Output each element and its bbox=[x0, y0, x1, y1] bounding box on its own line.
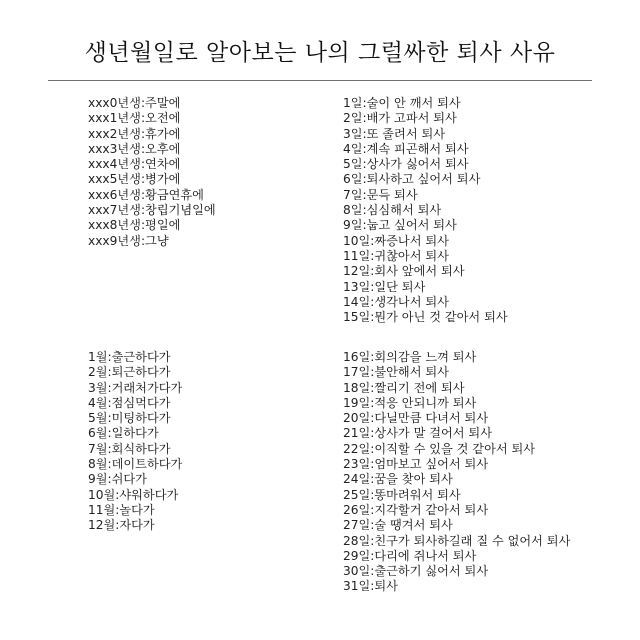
day-row-key: 16일: bbox=[343, 350, 375, 364]
year-row bbox=[88, 111, 216, 126]
day-row-value: 문득 퇴사 bbox=[366, 187, 418, 202]
year-row bbox=[88, 188, 216, 203]
day-row bbox=[343, 172, 508, 187]
month-row-key: 12월: bbox=[88, 518, 120, 533]
month-row bbox=[88, 503, 182, 518]
day-row-key: 12일: bbox=[343, 264, 375, 279]
day-row-key: 1일: bbox=[343, 96, 367, 110]
day-row bbox=[343, 579, 570, 594]
day-row-value: 꿈을 찾아 퇴사 bbox=[374, 472, 453, 487]
month-row bbox=[88, 381, 182, 396]
day-row-key: 29일: bbox=[343, 548, 375, 563]
day-row bbox=[343, 188, 508, 203]
year-row-value: 그냥 bbox=[145, 233, 169, 248]
day-row bbox=[343, 295, 508, 310]
day-row-value: 술이 안 깨서 퇴사 bbox=[366, 96, 461, 110]
month-row-key: 1월: bbox=[88, 350, 112, 364]
day-row-value: 출근하기 싫어서 퇴사 bbox=[374, 564, 489, 579]
year-row-value: 평일에 bbox=[145, 218, 181, 233]
day-row-key: 2일: bbox=[343, 111, 367, 126]
day-row-value: 생각나서 퇴사 bbox=[374, 294, 449, 309]
day-row-value: 일단 퇴사 bbox=[374, 279, 426, 294]
month-row-value: 출근하다가 bbox=[111, 350, 171, 364]
month-row-value: 놀다가 bbox=[119, 502, 155, 517]
year-row-key: xxx1년생: bbox=[88, 111, 146, 126]
day-row-key: 7일: bbox=[343, 187, 367, 202]
month-row-value: 샤워하다가 bbox=[119, 487, 179, 502]
year-row-key: xxx5년생: bbox=[88, 172, 146, 187]
day-row bbox=[343, 365, 570, 380]
month-row-value: 일하다가 bbox=[111, 426, 159, 441]
day-row-value: 상사가 말 걸어서 퇴사 bbox=[374, 426, 492, 441]
month-row-value: 점심먹다가 bbox=[111, 395, 171, 410]
day-row-value: 계속 피곤해서 퇴사 bbox=[366, 141, 469, 156]
month-row bbox=[88, 350, 182, 365]
month-row-key: 2월: bbox=[88, 365, 112, 380]
day-row-value: 귀찮아서 퇴사 bbox=[374, 248, 449, 263]
day-row-key: 27일: bbox=[343, 518, 375, 533]
day-row-key: 3일: bbox=[343, 126, 367, 141]
month-row-value: 데이트하다가 bbox=[111, 457, 183, 472]
year-row-value: 병가에 bbox=[145, 172, 181, 187]
year-row-key: xxx8년생: bbox=[88, 218, 146, 233]
day-row-value: 눕고 싶어서 퇴사 bbox=[366, 218, 457, 233]
day-row-value: 적응 안되니까 퇴사 bbox=[374, 395, 477, 410]
day-row-key: 22일: bbox=[343, 441, 375, 456]
year-row bbox=[88, 234, 216, 249]
day-row-value: 퇴사 bbox=[374, 579, 398, 594]
month-row-key: 8월: bbox=[88, 457, 112, 472]
month-row-value: 미팅하다가 bbox=[111, 411, 171, 426]
page-title: 생년월일로 알아보는 나의 그럴싸한 퇴사 사유 bbox=[84, 40, 556, 66]
month-row bbox=[88, 411, 182, 426]
day-row bbox=[343, 234, 508, 249]
day-row-key: 6일: bbox=[343, 172, 367, 187]
year-row bbox=[88, 218, 216, 233]
day-row-key: 24일: bbox=[343, 472, 375, 487]
month-row bbox=[88, 472, 182, 487]
day-row-key: 14일: bbox=[343, 294, 375, 309]
day-row-key: 8일: bbox=[343, 203, 367, 218]
month-row-key: 3월: bbox=[88, 380, 112, 395]
month-row-key: 7월: bbox=[88, 441, 112, 456]
day-row bbox=[343, 518, 570, 533]
year-row bbox=[88, 172, 216, 187]
month-row-value: 거래처가다가 bbox=[111, 380, 183, 395]
year-row-value: 황금연휴에 bbox=[145, 187, 204, 202]
day-row-value: 회의감을 느껴 퇴사 bbox=[374, 350, 477, 364]
year-row bbox=[88, 203, 216, 218]
year-row bbox=[88, 127, 216, 142]
day-row-value: 심심해서 퇴사 bbox=[366, 203, 442, 218]
day-row-key: 13일: bbox=[343, 279, 375, 294]
day-row-key: 4일: bbox=[343, 141, 367, 156]
day-row-key: 28일: bbox=[343, 533, 375, 548]
day-row-key: 10일: bbox=[343, 233, 375, 248]
day-row-key: 31일: bbox=[343, 579, 375, 594]
day-row bbox=[343, 396, 570, 411]
day-row bbox=[343, 503, 570, 518]
month-row-key: 11월: bbox=[88, 502, 120, 517]
day-row-key: 21일: bbox=[343, 426, 375, 441]
day-row bbox=[343, 350, 570, 365]
day-row bbox=[343, 411, 570, 426]
day-row-value: 다닐만큼 다녀서 퇴사 bbox=[374, 411, 489, 426]
day-row-key: 18일: bbox=[343, 380, 375, 395]
month-row bbox=[88, 488, 182, 503]
day-row-key: 15일: bbox=[343, 310, 375, 325]
month-row bbox=[88, 442, 182, 457]
day-row bbox=[343, 280, 508, 295]
day-row-key: 25일: bbox=[343, 487, 375, 502]
day-row bbox=[343, 142, 508, 157]
month-row-key: 10월: bbox=[88, 487, 120, 502]
day-row bbox=[343, 96, 508, 111]
day-row bbox=[343, 157, 508, 172]
year-row-key: xxx6년생: bbox=[88, 187, 146, 202]
month-row bbox=[88, 518, 182, 533]
day-row bbox=[343, 564, 570, 579]
year-row-key: xxx4년생: bbox=[88, 157, 146, 172]
year-row-key: xxx7년생: bbox=[88, 203, 146, 218]
month-row-key: 4월: bbox=[88, 395, 112, 410]
day-row-value: 친구가 퇴사하길래 질 수 없어서 퇴사 bbox=[374, 533, 571, 548]
year-row-key: xxx2년생: bbox=[88, 126, 146, 141]
day-row-key: 5일: bbox=[343, 157, 367, 172]
day-row-value: 회사 앞에서 퇴사 bbox=[374, 264, 465, 279]
day-row bbox=[343, 488, 570, 503]
day-row-value: 또 졸려서 퇴사 bbox=[366, 126, 446, 141]
day-row bbox=[343, 426, 570, 441]
year-row-key: xxx0년생: bbox=[88, 96, 146, 110]
year-row-value: 오전에 bbox=[145, 111, 181, 126]
month-row-value: 퇴근하다가 bbox=[111, 365, 171, 380]
day-row-value: 뭔가 아닌 것 같아서 퇴사 bbox=[374, 310, 508, 325]
day-row bbox=[343, 534, 570, 549]
year-row-value: 창립기념일에 bbox=[145, 203, 216, 218]
year-row-value: 주말에 bbox=[145, 96, 181, 110]
month-row-value: 자다가 bbox=[119, 518, 155, 533]
day-row-value: 지각할거 같아서 퇴사 bbox=[374, 502, 489, 517]
day-row bbox=[343, 381, 570, 396]
month-row-key: 6월: bbox=[88, 426, 112, 441]
day-row-key: 11일: bbox=[343, 248, 375, 263]
day-row bbox=[343, 457, 570, 472]
day-row-value: 똥마려워서 퇴사 bbox=[374, 487, 461, 502]
day-row bbox=[343, 264, 508, 279]
day-row bbox=[343, 218, 508, 233]
month-row-key: 5월: bbox=[88, 411, 112, 426]
day-row-value: 퇴사하고 싶어서 퇴사 bbox=[366, 172, 481, 187]
year-row bbox=[88, 142, 216, 157]
year-row bbox=[88, 96, 216, 111]
year-row-key: xxx9년생: bbox=[88, 233, 146, 248]
day-row-value: 술 땡겨서 퇴사 bbox=[374, 518, 453, 533]
day-row-value: 엄마보고 싶어서 퇴사 bbox=[374, 457, 489, 472]
year-row-value: 연차에 bbox=[145, 157, 181, 172]
day-row bbox=[343, 111, 508, 126]
birth-day-list-second bbox=[343, 350, 570, 595]
birth-day-list-first bbox=[343, 96, 508, 325]
day-row-key: 19일: bbox=[343, 395, 375, 410]
day-row-value: 이직할 수 있을 것 같아서 퇴사 bbox=[374, 441, 536, 456]
day-row-value: 상사가 싫어서 퇴사 bbox=[366, 157, 469, 172]
month-row bbox=[88, 396, 182, 411]
day-row-value: 짜증나서 퇴사 bbox=[374, 233, 449, 248]
day-row-value: 다리에 쥐나서 퇴사 bbox=[374, 548, 477, 563]
day-row-value: 짤리기 전에 퇴사 bbox=[374, 380, 465, 395]
birth-year-list bbox=[88, 96, 216, 249]
day-row bbox=[343, 203, 508, 218]
month-row bbox=[88, 426, 182, 441]
day-row-key: 30일: bbox=[343, 564, 375, 579]
year-row-key: xxx3년생: bbox=[88, 141, 146, 156]
day-row-key: 17일: bbox=[343, 365, 375, 380]
day-row-value: 불안해서 퇴사 bbox=[374, 365, 449, 380]
day-row bbox=[343, 310, 508, 325]
year-row-value: 오후에 bbox=[145, 141, 181, 156]
day-row bbox=[343, 472, 570, 487]
day-row-key: 20일: bbox=[343, 411, 375, 426]
year-row-value: 휴가에 bbox=[145, 126, 181, 141]
day-row bbox=[343, 127, 508, 142]
day-row-key: 23일: bbox=[343, 457, 375, 472]
month-row-key: 9월: bbox=[88, 472, 112, 487]
month-row-value: 회식하다가 bbox=[111, 441, 171, 456]
month-row bbox=[88, 457, 182, 472]
title-divider bbox=[48, 80, 592, 81]
month-row-value: 쉬다가 bbox=[111, 472, 147, 487]
day-row bbox=[343, 249, 508, 264]
year-row bbox=[88, 157, 216, 172]
day-row-value: 배가 고파서 퇴사 bbox=[366, 111, 457, 126]
birth-month-list bbox=[88, 350, 182, 534]
day-row-key: 26일: bbox=[343, 502, 375, 517]
day-row bbox=[343, 549, 570, 564]
day-row bbox=[343, 442, 570, 457]
month-row bbox=[88, 365, 182, 380]
day-row-key: 9일: bbox=[343, 218, 367, 233]
